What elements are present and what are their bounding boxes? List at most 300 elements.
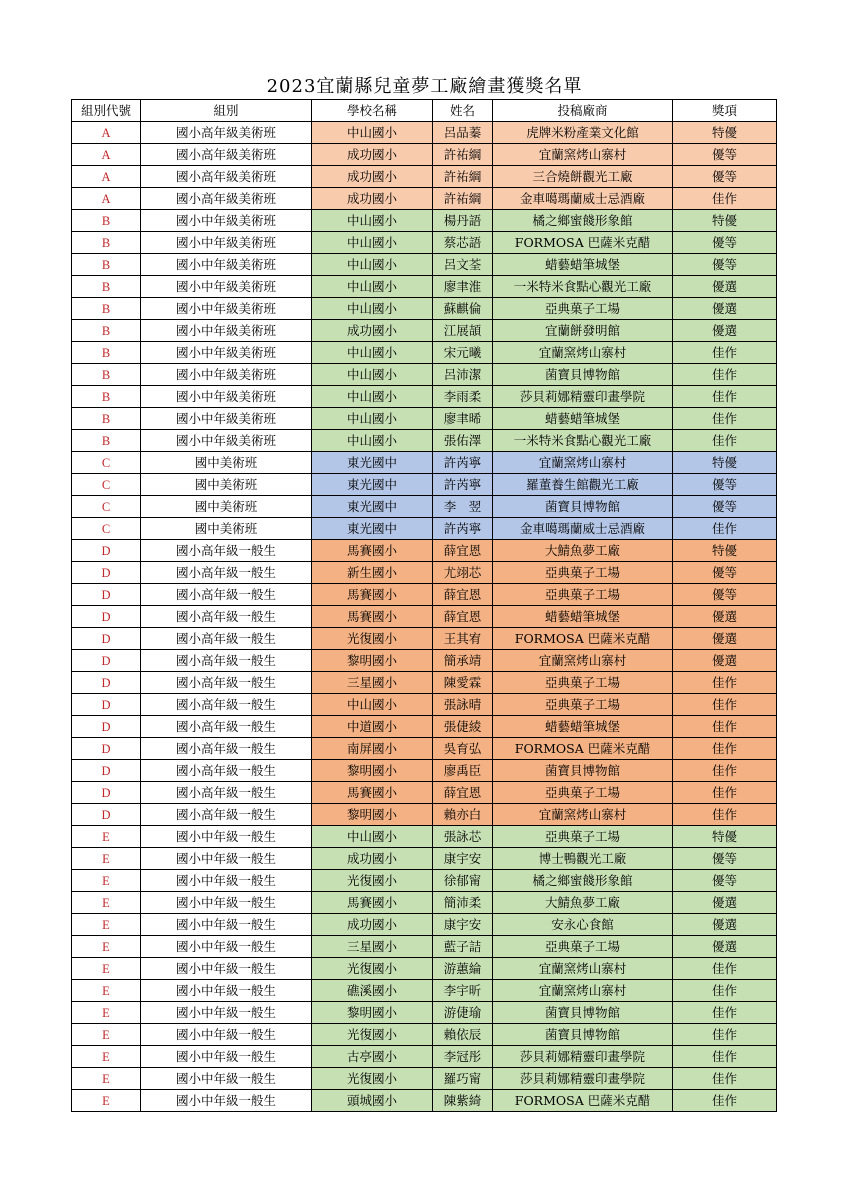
student-name-cell: 王其宥 bbox=[433, 628, 493, 650]
school-cell: 中山國小 bbox=[312, 386, 433, 408]
award-cell: 佳作 bbox=[673, 342, 777, 364]
table-row bbox=[72, 540, 777, 562]
vendor-cell: 宜蘭窯烤山寨村 bbox=[493, 650, 673, 672]
group-cell: 國小中年級一般生 bbox=[141, 958, 312, 980]
vendor-cell: 安永心食館 bbox=[493, 914, 673, 936]
table-row bbox=[72, 738, 777, 760]
award-cell: 佳作 bbox=[673, 430, 777, 452]
group-cell: 國小中年級一般生 bbox=[141, 848, 312, 870]
table-row bbox=[72, 188, 777, 210]
student-name-cell: 李雨柔 bbox=[433, 386, 493, 408]
vendor-cell: 大鯖魚夢工廠 bbox=[493, 892, 673, 914]
group-cell: 國小中年級美術班 bbox=[141, 408, 312, 430]
vendor-cell: 亞典菓子工場 bbox=[493, 936, 673, 958]
vendor-cell: FORMOSA 巴薩米克醋 bbox=[493, 1090, 673, 1112]
table-row bbox=[72, 1046, 777, 1068]
school-cell: 古亭國小 bbox=[312, 1046, 433, 1068]
student-name-cell: 呂文荃 bbox=[433, 254, 493, 276]
award-cell: 優選 bbox=[673, 298, 777, 320]
group-code-cell: D bbox=[72, 540, 141, 562]
table-row bbox=[72, 1002, 777, 1024]
award-cell: 特優 bbox=[673, 540, 777, 562]
group-cell: 國小中年級美術班 bbox=[141, 298, 312, 320]
vendor-cell: 羅董養生館觀光工廠 bbox=[493, 474, 673, 496]
table-row bbox=[72, 518, 777, 540]
table-row bbox=[72, 716, 777, 738]
table-row bbox=[72, 826, 777, 848]
group-code-cell: B bbox=[72, 298, 141, 320]
school-cell: 礁溪國小 bbox=[312, 980, 433, 1002]
group-code-cell: B bbox=[72, 276, 141, 298]
group-code-cell: C bbox=[72, 518, 141, 540]
award-cell: 佳作 bbox=[673, 1068, 777, 1090]
school-cell: 中山國小 bbox=[312, 430, 433, 452]
vendor-cell: FORMOSA 巴薩米克醋 bbox=[493, 738, 673, 760]
award-cell: 佳作 bbox=[673, 716, 777, 738]
table-row bbox=[72, 364, 777, 386]
student-name-cell: 陳愛霖 bbox=[433, 672, 493, 694]
award-cell: 佳作 bbox=[673, 738, 777, 760]
vendor-cell: 一米特米食點心觀光工廠 bbox=[493, 430, 673, 452]
vendor-cell: 莎貝莉娜精靈印畫學院 bbox=[493, 386, 673, 408]
award-cell: 佳作 bbox=[673, 1046, 777, 1068]
award-cell: 佳作 bbox=[673, 518, 777, 540]
vendor-cell: 菌寶貝博物館 bbox=[493, 1024, 673, 1046]
group-code-cell: B bbox=[72, 254, 141, 276]
group-cell: 國小高年級一般生 bbox=[141, 540, 312, 562]
student-name-cell: 宋元曦 bbox=[433, 342, 493, 364]
vendor-cell: 一米特米食點心觀光工廠 bbox=[493, 276, 673, 298]
award-cell: 優等 bbox=[673, 166, 777, 188]
vendor-cell: 亞典菓子工場 bbox=[493, 826, 673, 848]
student-name-cell: 吳育弘 bbox=[433, 738, 493, 760]
group-cell: 國小中年級一般生 bbox=[141, 1046, 312, 1068]
table-row bbox=[72, 848, 777, 870]
table-row bbox=[72, 892, 777, 914]
school-cell: 光復國小 bbox=[312, 628, 433, 650]
group-cell: 國小高年級美術班 bbox=[141, 122, 312, 144]
header-name: 姓名 bbox=[433, 100, 493, 122]
vendor-cell: 三合燒餅觀光工廠 bbox=[493, 166, 673, 188]
group-code-cell: B bbox=[72, 320, 141, 342]
group-code-cell: D bbox=[72, 606, 141, 628]
vendor-cell: 菌寶貝博物館 bbox=[493, 496, 673, 518]
award-cell: 優選 bbox=[673, 914, 777, 936]
school-cell: 成功國小 bbox=[312, 144, 433, 166]
award-cell: 佳作 bbox=[673, 760, 777, 782]
award-cell: 特優 bbox=[673, 122, 777, 144]
group-cell: 國小中年級一般生 bbox=[141, 1024, 312, 1046]
student-name-cell: 康宇安 bbox=[433, 914, 493, 936]
student-name-cell: 張詠芯 bbox=[433, 826, 493, 848]
table-row bbox=[72, 452, 777, 474]
vendor-cell: 橘之鄉蜜餞形象館 bbox=[493, 210, 673, 232]
group-cell: 國小高年級一般生 bbox=[141, 584, 312, 606]
student-name-cell: 游倢瑜 bbox=[433, 1002, 493, 1024]
school-cell: 馬賽國小 bbox=[312, 584, 433, 606]
vendor-cell: 宜蘭窯烤山寨村 bbox=[493, 958, 673, 980]
group-code-cell: E bbox=[72, 1090, 141, 1112]
table-row bbox=[72, 408, 777, 430]
award-cell: 佳作 bbox=[673, 1024, 777, 1046]
school-cell: 新生國小 bbox=[312, 562, 433, 584]
award-cell: 特優 bbox=[673, 826, 777, 848]
vendor-cell: 宜蘭餅發明館 bbox=[493, 320, 673, 342]
group-code-cell: B bbox=[72, 408, 141, 430]
group-cell: 國小中年級一般生 bbox=[141, 826, 312, 848]
group-cell: 國小中年級一般生 bbox=[141, 980, 312, 1002]
group-code-cell: B bbox=[72, 364, 141, 386]
vendor-cell: 金車噶瑪蘭威士忌酒廠 bbox=[493, 188, 673, 210]
school-cell: 三星國小 bbox=[312, 936, 433, 958]
student-name-cell: 羅巧甯 bbox=[433, 1068, 493, 1090]
group-code-cell: D bbox=[72, 804, 141, 826]
vendor-cell: 菌寶貝博物館 bbox=[493, 760, 673, 782]
vendor-cell: 橘之鄉蜜餞形象館 bbox=[493, 870, 673, 892]
group-cell: 國小高年級美術班 bbox=[141, 144, 312, 166]
group-cell: 國中美術班 bbox=[141, 452, 312, 474]
vendor-cell: 亞典菓子工場 bbox=[493, 672, 673, 694]
student-name-cell: 賴亦白 bbox=[433, 804, 493, 826]
group-code-cell: D bbox=[72, 628, 141, 650]
table-row bbox=[72, 672, 777, 694]
header-group: 組別 bbox=[141, 100, 312, 122]
school-cell: 東光國中 bbox=[312, 474, 433, 496]
school-cell: 黎明國小 bbox=[312, 804, 433, 826]
student-name-cell: 許芮寧 bbox=[433, 452, 493, 474]
table-row bbox=[72, 694, 777, 716]
school-cell: 頭城國小 bbox=[312, 1090, 433, 1112]
student-name-cell: 康宇安 bbox=[433, 848, 493, 870]
table-row bbox=[72, 914, 777, 936]
group-cell: 國小高年級美術班 bbox=[141, 166, 312, 188]
group-code-cell: E bbox=[72, 914, 141, 936]
school-cell: 中山國小 bbox=[312, 408, 433, 430]
student-name-cell: 蔡芯語 bbox=[433, 232, 493, 254]
school-cell: 光復國小 bbox=[312, 958, 433, 980]
vendor-cell: 蜡藝蜡筆城堡 bbox=[493, 716, 673, 738]
student-name-cell: 李宇昕 bbox=[433, 980, 493, 1002]
vendor-cell: 大鯖魚夢工廠 bbox=[493, 540, 673, 562]
student-name-cell: 廖聿淮 bbox=[433, 276, 493, 298]
group-code-cell: B bbox=[72, 210, 141, 232]
group-code-cell: A bbox=[72, 188, 141, 210]
vendor-cell: FORMOSA 巴薩米克醋 bbox=[493, 232, 673, 254]
table-row bbox=[72, 782, 777, 804]
student-name-cell: 許芮寧 bbox=[433, 518, 493, 540]
group-cell: 國中美術班 bbox=[141, 496, 312, 518]
group-code-cell: D bbox=[72, 694, 141, 716]
table-row bbox=[72, 122, 777, 144]
group-code-cell: C bbox=[72, 452, 141, 474]
school-cell: 成功國小 bbox=[312, 848, 433, 870]
group-cell: 國小中年級一般生 bbox=[141, 892, 312, 914]
school-cell: 中山國小 bbox=[312, 210, 433, 232]
award-cell: 佳作 bbox=[673, 188, 777, 210]
header-award: 獎項 bbox=[673, 100, 777, 122]
group-code-cell: B bbox=[72, 342, 141, 364]
group-code-cell: E bbox=[72, 1046, 141, 1068]
student-name-cell: 陳紫綺 bbox=[433, 1090, 493, 1112]
group-cell: 國小高年級一般生 bbox=[141, 672, 312, 694]
student-name-cell: 江展頡 bbox=[433, 320, 493, 342]
award-cell: 佳作 bbox=[673, 782, 777, 804]
award-cell: 優等 bbox=[673, 144, 777, 166]
group-cell: 國小高年級一般生 bbox=[141, 760, 312, 782]
table-row bbox=[72, 936, 777, 958]
header-row bbox=[72, 100, 777, 122]
group-cell: 國小高年級一般生 bbox=[141, 782, 312, 804]
group-code-cell: D bbox=[72, 760, 141, 782]
vendor-cell: 亞典菓子工場 bbox=[493, 298, 673, 320]
group-cell: 國小高年級一般生 bbox=[141, 716, 312, 738]
school-cell: 成功國小 bbox=[312, 914, 433, 936]
group-cell: 國小中年級美術班 bbox=[141, 254, 312, 276]
header-group-code: 組別代號 bbox=[72, 100, 141, 122]
school-cell: 中山國小 bbox=[312, 254, 433, 276]
award-cell: 優等 bbox=[673, 474, 777, 496]
award-cell: 特優 bbox=[673, 452, 777, 474]
group-code-cell: E bbox=[72, 892, 141, 914]
group-code-cell: E bbox=[72, 848, 141, 870]
school-cell: 中山國小 bbox=[312, 694, 433, 716]
group-cell: 國小高年級美術班 bbox=[141, 188, 312, 210]
school-cell: 中山國小 bbox=[312, 826, 433, 848]
group-cell: 國小中年級一般生 bbox=[141, 1002, 312, 1024]
school-cell: 馬賽國小 bbox=[312, 606, 433, 628]
table-row bbox=[72, 628, 777, 650]
group-code-cell: E bbox=[72, 1002, 141, 1024]
group-code-cell: A bbox=[72, 144, 141, 166]
student-name-cell: 李冠彤 bbox=[433, 1046, 493, 1068]
school-cell: 黎明國小 bbox=[312, 650, 433, 672]
vendor-cell: 亞典菓子工場 bbox=[493, 562, 673, 584]
student-name-cell: 許祐綱 bbox=[433, 188, 493, 210]
award-cell: 優等 bbox=[673, 870, 777, 892]
school-cell: 南屏國小 bbox=[312, 738, 433, 760]
school-cell: 成功國小 bbox=[312, 166, 433, 188]
school-cell: 東光國中 bbox=[312, 452, 433, 474]
table-row bbox=[72, 210, 777, 232]
vendor-cell: 莎貝莉娜精靈印畫學院 bbox=[493, 1068, 673, 1090]
school-cell: 中山國小 bbox=[312, 342, 433, 364]
vendor-cell: 蜡藝蜡筆城堡 bbox=[493, 606, 673, 628]
award-cell: 佳作 bbox=[673, 1002, 777, 1024]
school-cell: 中道國小 bbox=[312, 716, 433, 738]
vendor-cell: 宜蘭窯烤山寨村 bbox=[493, 804, 673, 826]
group-code-cell: B bbox=[72, 430, 141, 452]
header-vendor: 投稿廠商 bbox=[493, 100, 673, 122]
student-name-cell: 徐郁甯 bbox=[433, 870, 493, 892]
school-cell: 光復國小 bbox=[312, 1024, 433, 1046]
award-cell: 優等 bbox=[673, 496, 777, 518]
group-cell: 國小中年級美術班 bbox=[141, 320, 312, 342]
vendor-cell: 宜蘭窯烤山寨村 bbox=[493, 144, 673, 166]
award-cell: 佳作 bbox=[673, 1090, 777, 1112]
group-code-cell: D bbox=[72, 584, 141, 606]
table-row bbox=[72, 166, 777, 188]
vendor-cell: 亞典菓子工場 bbox=[493, 694, 673, 716]
vendor-cell: 亞典菓子工場 bbox=[493, 584, 673, 606]
table-row bbox=[72, 430, 777, 452]
school-cell: 光復國小 bbox=[312, 870, 433, 892]
group-cell: 國小高年級一般生 bbox=[141, 738, 312, 760]
student-name-cell: 藍子詰 bbox=[433, 936, 493, 958]
group-code-cell: A bbox=[72, 166, 141, 188]
vendor-cell: 菌寶貝博物館 bbox=[493, 364, 673, 386]
group-code-cell: E bbox=[72, 870, 141, 892]
school-cell: 中山國小 bbox=[312, 298, 433, 320]
table-row bbox=[72, 804, 777, 826]
student-name-cell: 薛宜恩 bbox=[433, 782, 493, 804]
vendor-cell: 宜蘭窯烤山寨村 bbox=[493, 452, 673, 474]
school-cell: 黎明國小 bbox=[312, 760, 433, 782]
group-code-cell: E bbox=[72, 936, 141, 958]
student-name-cell: 許祐綱 bbox=[433, 166, 493, 188]
table-row bbox=[72, 760, 777, 782]
group-cell: 國小中年級美術班 bbox=[141, 276, 312, 298]
award-cell: 優等 bbox=[673, 848, 777, 870]
group-cell: 國小高年級一般生 bbox=[141, 694, 312, 716]
group-cell: 國中美術班 bbox=[141, 518, 312, 540]
student-name-cell: 張佑澤 bbox=[433, 430, 493, 452]
award-cell: 佳作 bbox=[673, 958, 777, 980]
group-code-cell: E bbox=[72, 826, 141, 848]
student-name-cell: 張詠晴 bbox=[433, 694, 493, 716]
vendor-cell: 蜡藝蜡筆城堡 bbox=[493, 408, 673, 430]
award-cell: 佳作 bbox=[673, 672, 777, 694]
vendor-cell: 菌寶貝博物館 bbox=[493, 1002, 673, 1024]
school-cell: 三星國小 bbox=[312, 672, 433, 694]
group-cell: 國小高年級一般生 bbox=[141, 804, 312, 826]
group-cell: 國小中年級一般生 bbox=[141, 1068, 312, 1090]
table-row bbox=[72, 320, 777, 342]
vendor-cell: 金車噶瑪蘭威士忌酒廠 bbox=[493, 518, 673, 540]
group-code-cell: E bbox=[72, 1068, 141, 1090]
student-name-cell: 廖禹臣 bbox=[433, 760, 493, 782]
vendor-cell: 博士鴨觀光工廠 bbox=[493, 848, 673, 870]
table-row bbox=[72, 1024, 777, 1046]
vendor-cell: 宜蘭窯烤山寨村 bbox=[493, 980, 673, 1002]
group-cell: 國小中年級美術班 bbox=[141, 342, 312, 364]
table-row bbox=[72, 474, 777, 496]
student-name-cell: 薛宜恩 bbox=[433, 584, 493, 606]
group-code-cell: E bbox=[72, 1024, 141, 1046]
table-row bbox=[72, 1090, 777, 1112]
student-name-cell: 游蕙綸 bbox=[433, 958, 493, 980]
group-cell: 國小中年級一般生 bbox=[141, 936, 312, 958]
document-title: 2023宜蘭縣兒童夢工廠繪畫獲獎名單 bbox=[266, 76, 583, 97]
student-name-cell: 張倢綾 bbox=[433, 716, 493, 738]
vendor-cell: 宜蘭窯烤山寨村 bbox=[493, 342, 673, 364]
school-cell: 馬賽國小 bbox=[312, 892, 433, 914]
table-row bbox=[72, 958, 777, 980]
group-code-cell: B bbox=[72, 232, 141, 254]
school-cell: 東光國中 bbox=[312, 496, 433, 518]
vendor-cell: 虎牌米粉產業文化館 bbox=[493, 122, 673, 144]
award-cell: 佳作 bbox=[673, 804, 777, 826]
award-cell: 優等 bbox=[673, 232, 777, 254]
school-cell: 馬賽國小 bbox=[312, 782, 433, 804]
group-cell: 國中美術班 bbox=[141, 474, 312, 496]
table-row bbox=[72, 144, 777, 166]
student-name-cell: 薛宜恩 bbox=[433, 606, 493, 628]
table-row bbox=[72, 584, 777, 606]
group-cell: 國小中年級一般生 bbox=[141, 870, 312, 892]
group-code-cell: D bbox=[72, 650, 141, 672]
group-cell: 國小高年級一般生 bbox=[141, 650, 312, 672]
table-row bbox=[72, 342, 777, 364]
school-cell: 成功國小 bbox=[312, 188, 433, 210]
award-cell: 優選 bbox=[673, 276, 777, 298]
group-cell: 國小中年級美術班 bbox=[141, 430, 312, 452]
group-code-cell: B bbox=[72, 386, 141, 408]
student-name-cell: 尤翊芯 bbox=[433, 562, 493, 584]
school-cell: 中山國小 bbox=[312, 276, 433, 298]
award-cell: 優選 bbox=[673, 936, 777, 958]
award-cell: 優等 bbox=[673, 584, 777, 606]
vendor-cell: FORMOSA 巴薩米克醋 bbox=[493, 628, 673, 650]
group-code-cell: D bbox=[72, 672, 141, 694]
vendor-cell: 莎貝莉娜精靈印畫學院 bbox=[493, 1046, 673, 1068]
group-code-cell: E bbox=[72, 958, 141, 980]
school-cell: 成功國小 bbox=[312, 320, 433, 342]
table-row bbox=[72, 386, 777, 408]
header-school: 學校名稱 bbox=[312, 100, 433, 122]
group-code-cell: D bbox=[72, 738, 141, 760]
group-cell: 國小中年級美術班 bbox=[141, 386, 312, 408]
award-cell: 優等 bbox=[673, 254, 777, 276]
student-name-cell: 呂沛潔 bbox=[433, 364, 493, 386]
student-name-cell: 楊丹語 bbox=[433, 210, 493, 232]
award-cell: 優選 bbox=[673, 320, 777, 342]
school-cell: 中山國小 bbox=[312, 122, 433, 144]
award-cell: 優選 bbox=[673, 650, 777, 672]
table-body bbox=[72, 122, 777, 1112]
student-name-cell: 許芮寧 bbox=[433, 474, 493, 496]
school-cell: 中山國小 bbox=[312, 232, 433, 254]
student-name-cell: 賴依辰 bbox=[433, 1024, 493, 1046]
student-name-cell: 呂品蓁 bbox=[433, 122, 493, 144]
group-code-cell: D bbox=[72, 716, 141, 738]
award-cell: 佳作 bbox=[673, 408, 777, 430]
group-code-cell: E bbox=[72, 980, 141, 1002]
award-cell: 特優 bbox=[673, 210, 777, 232]
student-name-cell: 許祐綱 bbox=[433, 144, 493, 166]
student-name-cell: 簡沛柔 bbox=[433, 892, 493, 914]
group-code-cell: A bbox=[72, 122, 141, 144]
group-cell: 國小高年級一般生 bbox=[141, 606, 312, 628]
group-cell: 國小中年級一般生 bbox=[141, 914, 312, 936]
table-row bbox=[72, 980, 777, 1002]
group-cell: 國小中年級美術班 bbox=[141, 364, 312, 386]
student-name-cell: 薛宜恩 bbox=[433, 540, 493, 562]
table-row bbox=[72, 1068, 777, 1090]
group-code-cell: D bbox=[72, 562, 141, 584]
table-row bbox=[72, 298, 777, 320]
award-cell: 佳作 bbox=[673, 980, 777, 1002]
award-cell: 優選 bbox=[673, 892, 777, 914]
student-name-cell: 簡承靖 bbox=[433, 650, 493, 672]
vendor-cell: 亞典菓子工場 bbox=[493, 782, 673, 804]
table-row bbox=[72, 606, 777, 628]
table-row bbox=[72, 254, 777, 276]
group-code-cell: D bbox=[72, 782, 141, 804]
awards-table bbox=[71, 99, 777, 1112]
award-cell: 優選 bbox=[673, 628, 777, 650]
group-code-cell: C bbox=[72, 474, 141, 496]
school-cell: 馬賽國小 bbox=[312, 540, 433, 562]
